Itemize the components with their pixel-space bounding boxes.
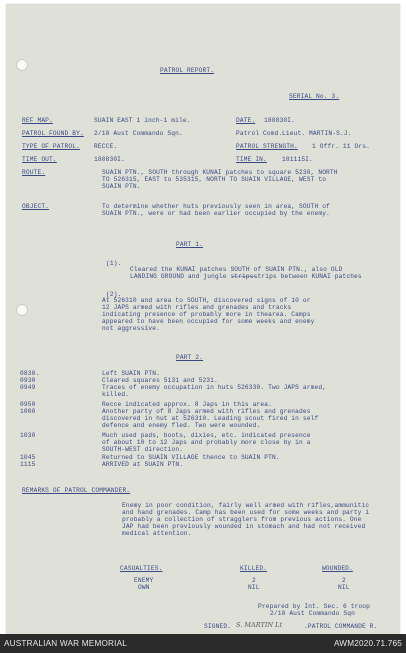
- entry-line: ARRIVED at SUAIN PTN.: [102, 461, 184, 468]
- remarks-line: JAP had been previously wounded in stomach and had not received: [122, 523, 366, 530]
- remarks-label: REMARKS OF PATROL COMMANDER.: [22, 487, 131, 494]
- signed-label: SIGNED.: [204, 623, 232, 630]
- archive-name: AUSTRALIAN WAR MEMORIAL: [4, 639, 128, 648]
- field-value: 180830I.: [94, 156, 125, 163]
- part1-heading: PART 1.: [176, 241, 204, 248]
- signed-title: .PATROL COMMANDE R.: [304, 623, 378, 630]
- entry-time: 0950: [20, 401, 36, 408]
- document-page: [6, 4, 400, 634]
- remarks-line: Enemy in poor condition, fairly well armed with rifles,ammunitic: [122, 502, 370, 509]
- entry-line: Much used pads, boots, dixies, etc. indicated presence: [102, 432, 311, 439]
- entry-time: 0949: [20, 384, 36, 391]
- wounded-header: WOUNDED.: [322, 565, 353, 572]
- field-value: 181115I.: [282, 156, 313, 163]
- serial-number: SERIAL No. 3.: [289, 93, 340, 100]
- punch-hole: [16, 304, 28, 316]
- report-title: PATROL REPORT.: [160, 67, 215, 74]
- entry-line: Another party of 8 Japs armed with rifles and grenades: [102, 408, 311, 415]
- object-label: OBJECT.: [22, 203, 50, 210]
- field-label: TIME OUT.: [22, 156, 57, 163]
- field-label: DATE.: [236, 117, 256, 124]
- entry-time: 1000: [20, 408, 36, 415]
- field-label: Patrol Comd.: [236, 130, 283, 137]
- casualties-header: CASUALTIES.: [120, 565, 163, 572]
- field-label: PATROL FOUND BY.: [22, 130, 84, 137]
- object-line: To determine whether huts previously seen in area, SOUTH of: [102, 203, 330, 210]
- casualty-party: OWN: [138, 584, 150, 591]
- object-line: SUAIN PTN., were or had been earlier occupied by the enemy.: [102, 210, 330, 217]
- field-value: RECCE.: [94, 143, 118, 150]
- entry-line: defence and enemy fled. Two were wounded.: [102, 422, 261, 429]
- item-line: LANDING GROUND and jungle s̶t̶r̶i̶p̶s̶strips between KUNAI patches: [130, 273, 362, 280]
- entry-line: Traces of enemy occupation in huts 526330. Two JAPS armed,: [102, 384, 327, 391]
- casualty-party: ENEMY: [134, 577, 154, 584]
- field-value: 180830I.: [264, 117, 295, 124]
- entry-line: killed.: [102, 391, 130, 398]
- field-label: PATROL STRENGTH.: [236, 143, 298, 150]
- entry-time: 1115: [20, 461, 36, 468]
- route-label: ROUTE.: [22, 169, 46, 176]
- entry-time: 1030: [20, 432, 36, 439]
- prepared-unit: 2/10 Aust Commando Sqn: [270, 610, 355, 617]
- part2-heading: PART 2.: [176, 354, 204, 361]
- field-value: SUAIN EAST 1 inch-1 mile.: [94, 117, 191, 124]
- field-label: TYPE OF PATROL.: [22, 143, 80, 150]
- field-label: REF MAP.: [22, 117, 53, 124]
- entry-time: 0830.: [20, 370, 40, 377]
- entry-line: Returned to SUAIN VILLAGE thence to SUAIN PTN.: [102, 454, 280, 461]
- route-line: SUAIN PTN.: [102, 183, 141, 190]
- remarks-line: and hand grenades. Camp has been used for some weeks and party i: [122, 509, 370, 516]
- killed-count: 2: [252, 577, 256, 584]
- archive-reference: AWM2020.71.765: [333, 639, 402, 648]
- item-line: 12 JAPS armed with rifles and grenades and tracks: [102, 304, 292, 311]
- item-number: (2).: [106, 291, 122, 298]
- item-number: (1).: [106, 260, 122, 267]
- route-line: SUAIN PTN., SOUTH through KUNAI patches to square 5230, NORTH: [102, 169, 338, 176]
- entry-time: 0930: [20, 377, 36, 384]
- entry-time: 1045: [20, 454, 36, 461]
- wounded-count: 2: [342, 577, 346, 584]
- entry-line: Cleared squares 5131 and 5231.: [102, 377, 218, 384]
- item-line: indicating presence of probably more in thearea. Camps: [102, 311, 311, 318]
- prepared-by: Prepared by Int. Sec. 6 troop: [258, 603, 371, 610]
- item-line: not aggressive.: [102, 325, 160, 332]
- punch-hole: [16, 59, 28, 71]
- handwritten-signature: S. MARTIN Lt: [236, 621, 283, 629]
- killed-count: NIL: [248, 584, 260, 591]
- entry-line: of about 10 to 12 Japs and probably more close by in a: [102, 439, 311, 446]
- entry-line: Recce indicated approx. 8 Japs in this area.: [102, 401, 272, 408]
- field-value: Lieut. MARTIN-S.J.: [282, 130, 352, 137]
- entry-line: Left SUAIN PTN.: [102, 370, 160, 377]
- archive-footer: [0, 634, 406, 653]
- entry-line: discovered in hut at 526310. Leading scout fired in self: [102, 415, 319, 422]
- field-label: TIME IN.: [236, 156, 267, 163]
- route-line: TO 526315, EAST to 535315, NORTH TO SUAIN VILLAGE, WEST to: [102, 176, 327, 183]
- remarks-line: medical attention.: [122, 530, 192, 537]
- field-value: 2/10 Aust Commando Sqn.: [94, 130, 183, 137]
- field-value: 1 Offr. 11 Ors.: [312, 143, 370, 150]
- item-line: At 526310 and area to SOUTH, discovered signs of 10 or: [102, 297, 311, 304]
- item-line: Cleared the KUNAI patches SOUTH of SUAIN PTN., also OLD: [130, 266, 343, 273]
- entry-line: SOUTH-WEST direction.: [102, 446, 184, 453]
- item-line: appeared to have been occupied for some weeks and enemy: [102, 318, 315, 325]
- killed-header: KILLED.: [240, 565, 268, 572]
- wounded-count: NIL: [338, 584, 350, 591]
- remarks-line: probably a collection of stragglers from previous actions. One: [122, 516, 362, 523]
